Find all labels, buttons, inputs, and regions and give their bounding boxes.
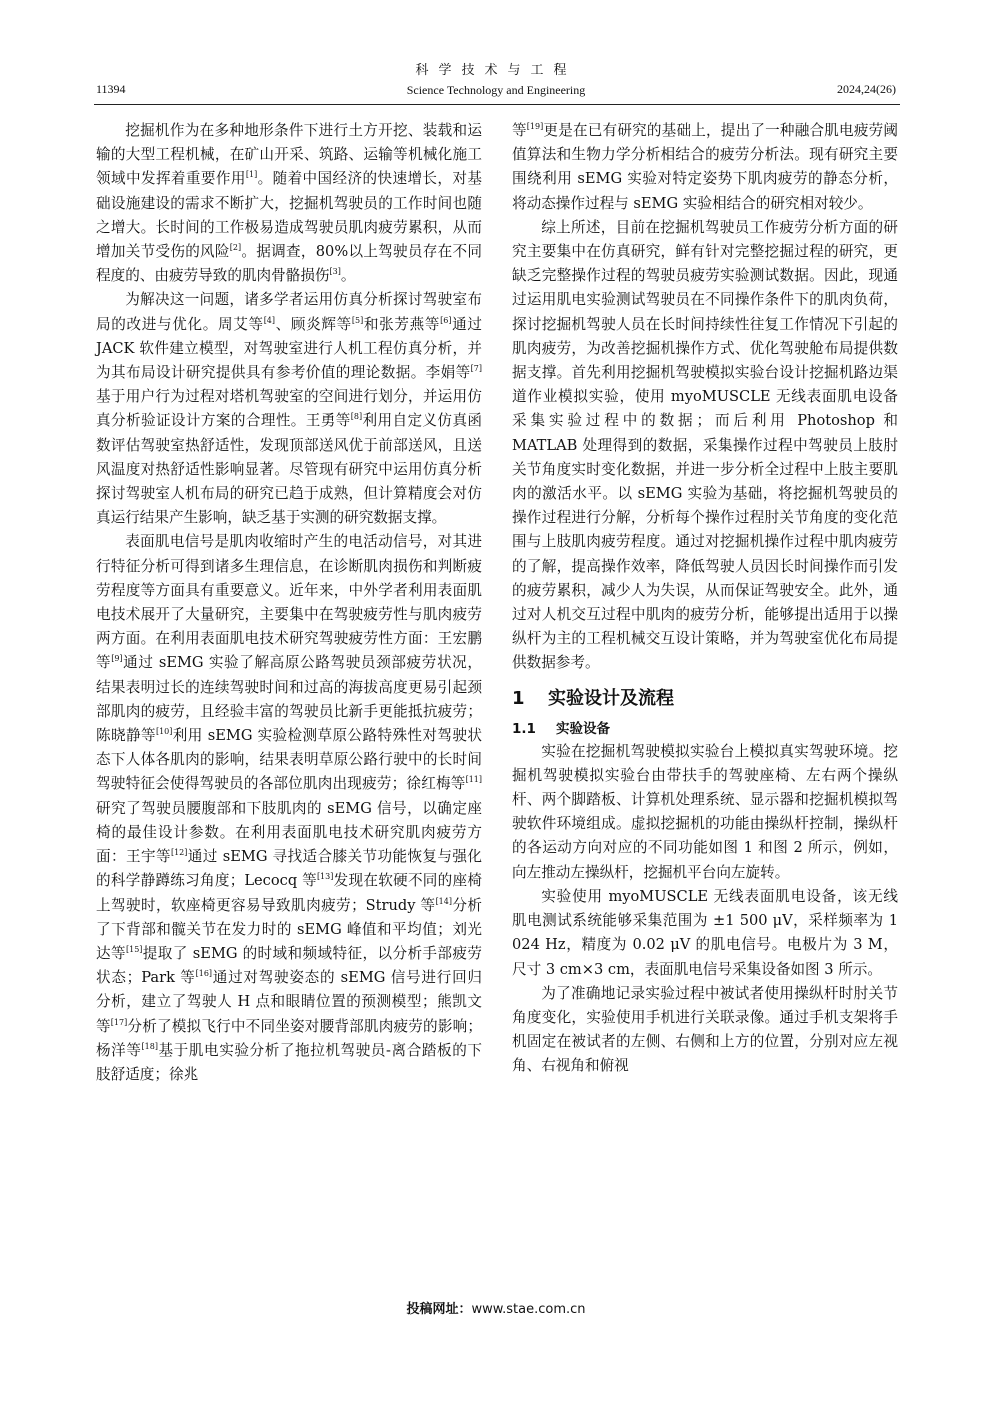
citation: [3] [329, 267, 341, 277]
subsection-title: 实验设备 [556, 720, 610, 737]
citation: [7] [470, 364, 482, 374]
text: 基于用户行为过程对塔机驾驶室的空间进行划分，并运用仿真分析验证设计方案的合理性。王勇等 [96, 388, 482, 430]
text: 等 [512, 122, 527, 139]
citation: [13] [316, 872, 334, 882]
text: 基于肌电实验分析了拖拉机驾驶员-离合踏板的下肢舒适度；徐兆 [96, 1041, 482, 1083]
citation: [15] [125, 944, 143, 954]
paragraph-simulation-review [96, 288, 482, 530]
paragraph-recording: 为了准确地记录实验过程中被试者使用操纵杆时肘关节角度变化，实验使用手机进行关联录像。通过手机支架将手机固定在被试者的左侧、右侧和上方的位置，分别对应左视角、右视角和俯视 [512, 984, 898, 1075]
journal-title-en: Science Technology and Engineering [406, 83, 586, 97]
footer [0, 1298, 992, 1317]
paragraph-semg-review [96, 530, 482, 1087]
citation: [19] [526, 122, 544, 131]
paragraph-semg-device: 实验使用 myoMUSCLE 无线表面肌电设备，该无线肌电测试系统能够采集范围为 ±1 500 μV，采样频率为 1 024 Hz，精度为 0.02 μV 的肌电信号。电极片为 3 M，尺寸 3 cm×3 cm，表面肌电信号采集设备如图 3 所示。 [512, 887, 898, 978]
citation: [6] [440, 315, 452, 325]
text: 发现在软硬不同的座椅上驾驶时，软座椅更容易导致肌肉疲劳；Strudy 等 [96, 872, 482, 914]
citation: [12] [170, 848, 188, 858]
text: 通过 JACK 软件建立模型，对驾驶室进行人机工程仿真分析，并为其布局设计研究提供具有参考价值的理论数据。李娟等 [96, 315, 482, 382]
citation: [16] [195, 969, 213, 979]
text: 和张芳燕等 [363, 315, 441, 333]
right-column [512, 119, 898, 1079]
citation: [18] [141, 1041, 158, 1051]
text: 提取了 sEMG 的时域和频域特征，以分析手部疲劳状态；Park 等 [96, 944, 482, 987]
page-number: 11394 [96, 82, 126, 96]
text: 、顾炎辉等 [275, 315, 352, 333]
citation: [14] [435, 896, 452, 906]
journal-title-cn: 科学技术与工程 [415, 63, 577, 78]
text: 利用 sEMG 实验检测草原公路特殊性对驾驶状态下人体各肌肉的影响，结果表明草原公路行驶中的长时间驾驶特征会使得驾驶员的各部位肌肉出现疲劳；徐红梅等 [96, 727, 482, 793]
paragraph-intro [96, 119, 482, 288]
text: 更是在已有研究的基础上，提出了一种融合肌电疲劳阈值算法和生物力学分析相结合的疲劳分析法。现有研究主要围绕利用 sEMG 实验对特定姿势下肌肉疲劳的静态分析，将动态操作过程与 sEMG 实验相结合的研究相对较少。 [512, 122, 898, 212]
left-column [96, 119, 482, 1087]
footer-url[interactable]: www.stae.com.cn [471, 1302, 586, 1317]
text: 。据调查，80%以上驾驶员存在不同程度的、由疲劳导致的肌肉骨骼损伤 [96, 243, 482, 285]
text: 通过对驾驶姿态的 sEMG 信号进行回归分析，建立了驾驶人 H 点和眼睛位置的预测模型；熊凯文等 [96, 969, 482, 1035]
text: 通过 sEMG 实验了解高原公路驾驶员颈部疲劳状况，结果表明过长的连续驾驶时间和过高的海拔高度更易引起颈部肌肉的疲劳，且经验丰富的驾驶员比新手更能抵抗疲劳；陈晓静等 [96, 654, 482, 745]
text: 表面肌电信号是肌肉收缩时产生的电活动信号，对其进行特征分析可得到诸多生理信息，在诊断肌肉损伤和判断疲劳程度等方面具有重要意义。近年来，中外学者利用表面肌电技术展开了大量研究，主要集中在驾驶疲劳性与肌肉疲劳两方面。在利用表面肌电技术研究驾驶疲劳性方面：王宏鹏等 [96, 533, 482, 672]
text: 为解决这一问题，诸多学者运用仿真分析探讨驾驶室布局的改进与优化。周艾等 [96, 291, 482, 333]
citation: [10] [155, 727, 173, 737]
text: 。随着中国经济的快速增长，对基础设施建设的需求不断扩大，挖掘机驾驶员的工作时间也随之增大。长时间的工作极易造成驾驶员肌肉疲劳累积，从而增加关节受伤的风险 [96, 170, 482, 261]
section-title: 实验设计及流程 [548, 687, 674, 709]
footer-label: 投稿网址： [406, 1302, 472, 1317]
header-rule [94, 104, 900, 105]
text: 挖掘机作为在多种地形条件下进行土方开挖、装载和运输的大型工程机械，在矿山开采、筑路、运输等机械化施工领域中发挥着重要作用 [96, 122, 482, 188]
paragraph-summary: 综上所述，目前在挖掘机驾驶员工作疲劳分析方面的研究主要集中在仿真研究，鲜有针对完整挖掘过程的研究，更缺乏完整操作过程的驾驶员疲劳实验测试数据。因此，现通过运用肌电实验测试驾驶员在不同操作条件下的肌肉负荷，探讨挖掘机驾驶人员在长时间持续性往复工作情况下引起的肌肉疲劳，为改善挖掘机操作方式、优化驾驶舱布局提供数据支撑。首先利用挖掘机驾驶模拟实验台设计挖掘机路边渠道作业模拟实验，使用 myoMUSCLE 无线表面肌电设备采集实验过程中的数据；而后利用 Photoshop 和 MATLAB 处理得到的数据，采集操作过程中驾驶员上肢肘关节角度实时变化数据，并进一步分析全过程中上肢主要肌肉的激活水平。以 sEMG 实验为基础，将挖掘机驾驶员的操作过程进行分解，分析每个操作过程肘关节角度的变化范围与上肢肌肉疲劳程度。通过对挖掘机操作过程中肌肉疲劳的了解，提高操作效率，降低驾驶人员因长时间操作而引发的疲劳累积，减少人为失误，从而保证驾驶安全。此外，通过对人机交互过程中肌肉的疲劳分析，能够提出适用于以操纵杆为主的工程机械交互设计策略，并为驾驶室优化布局提供数据参考。 [512, 218, 898, 672]
text: 分析了模拟飞行中不同坐姿对腰背部肌肉疲劳的影响；杨洋等 [96, 1017, 482, 1059]
issue-info: 2024,24(26) [837, 82, 896, 96]
section-heading-1 [512, 686, 898, 712]
citation: [5] [351, 315, 364, 325]
citation: [17] [110, 1017, 128, 1027]
citation: [9] [111, 654, 123, 664]
citation: [2] [229, 243, 242, 253]
text: 研究了驾驶员腰腹部和下肢肌肉的 sEMG 信号，以确定座椅的最佳设计参数。在利用表面肌电技术研究肌肉疲劳方面：王宇等 [96, 799, 482, 866]
citation: [1] [245, 170, 258, 180]
citation: [4] [263, 315, 276, 325]
paragraph-equipment: 实验在挖掘机驾驶模拟实验台上模拟真实驾驶环境。挖掘机驾驶模拟实验台由带扶手的驾驶座椅、左右两个操纵杆、两个脚踏板、计算机处理系统、显示器和挖掘机模拟驾驶软件环境组成。虚拟挖掘机的功能由操纵杆控制，操纵杆的各运动方向对应的不同功能如图 1 和图 2 所示，例如，向左推动左操纵杆，挖掘机平台向左旋转。 [512, 742, 898, 881]
text: 通过 sEMG 寻找适合膝关节功能恢复与强化的科学静蹲练习角度；Lecocq 等 [96, 848, 482, 890]
subsection-number: 1.1 [512, 720, 536, 737]
text: 利用自定义仿真函数评估驾驶室热舒适性，发现顶部送风优于前部送风，且送风温度对热舒适性影响显著。尽管现有研究中运用仿真分析探讨驾驶室人机布局的研究已趋于成熟，但计算精度会对仿真运行结果产生影响，缺乏基于实测的研究数据支撑。 [96, 412, 482, 527]
text: 分析了下背部和髋关节在发力时的 sEMG 峰值和平均值；刘光达等 [96, 896, 482, 962]
section-number: 1 [512, 687, 525, 709]
text: 。 [340, 267, 356, 285]
citation: [11] [465, 775, 482, 785]
subsection-heading-1-1 [512, 718, 898, 740]
citation: [8] [350, 412, 363, 422]
paragraph-continued [512, 119, 898, 216]
